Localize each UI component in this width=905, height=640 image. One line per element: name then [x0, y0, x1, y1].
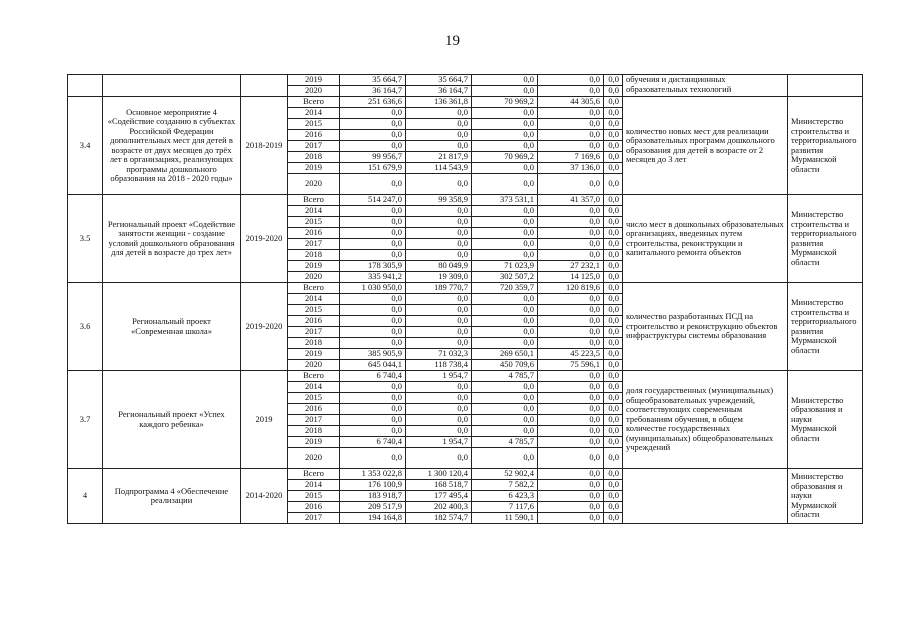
value-cell: 0,0	[472, 239, 538, 250]
executor-cell: Министерство образования и науки Мурманской области	[788, 469, 863, 524]
year-cell: 2019	[288, 437, 340, 448]
value-cell: 0,0	[604, 393, 623, 404]
year-cell: 2016	[288, 316, 340, 327]
year-cell: 2019	[288, 163, 340, 174]
section-number: 3.5	[68, 195, 103, 283]
value-cell: 45 223,5	[538, 349, 604, 360]
value-cell: 0,0	[472, 415, 538, 426]
section-period: 2019-2020	[241, 195, 288, 283]
year-cell: 2020	[288, 174, 340, 195]
value-cell: 36 164,7	[340, 86, 406, 97]
value-cell: 0,0	[472, 316, 538, 327]
value-cell: 0,0	[538, 141, 604, 152]
value-cell: 118 738,4	[406, 360, 472, 371]
year-cell: 2018	[288, 426, 340, 437]
value-cell: 0,0	[538, 426, 604, 437]
value-cell: 0,0	[604, 206, 623, 217]
value-cell: 251 636,6	[340, 97, 406, 108]
value-cell: 27 232,1	[538, 261, 604, 272]
value-cell: 6 740,4	[340, 371, 406, 382]
section-name: Основное мероприятие 4 «Содействие созданию в субъектах Российской Федерации дополнительных мест для детей в возрасте от двух месяцев до трёх лет в организациях, реализующих программы дошкольного образования на 2018 - 2020 годы»	[103, 97, 241, 195]
value-cell: 0,0	[406, 228, 472, 239]
value-cell: 99 358,9	[406, 195, 472, 206]
year-cell: Всего	[288, 283, 340, 294]
value-cell: 194 164,8	[340, 513, 406, 524]
value-cell: 0,0	[604, 338, 623, 349]
value-cell: 0,0	[340, 228, 406, 239]
value-cell: 0,0	[538, 327, 604, 338]
value-cell: 0,0	[406, 239, 472, 250]
value-cell: 0,0	[538, 469, 604, 480]
value-cell: 0,0	[472, 382, 538, 393]
value-cell: 0,0	[472, 404, 538, 415]
value-cell: 373 531,1	[472, 195, 538, 206]
value-cell: 0,0	[604, 250, 623, 261]
value-cell: 70 969,2	[472, 152, 538, 163]
year-cell: 2020	[288, 448, 340, 469]
value-cell: 182 574,7	[406, 513, 472, 524]
year-cell: 2020	[288, 360, 340, 371]
value-cell: 0,0	[340, 250, 406, 261]
executor-cell: Министерство строительства и территориального развития Мурманской области	[788, 195, 863, 283]
value-cell: 35 664,7	[340, 75, 406, 86]
value-cell: 0,0	[472, 327, 538, 338]
value-cell: 4 785,7	[472, 437, 538, 448]
value-cell: 0,0	[538, 491, 604, 502]
year-cell: 2015	[288, 305, 340, 316]
value-cell: 0,0	[604, 404, 623, 415]
value-cell: 645 044,1	[340, 360, 406, 371]
year-cell: 2018	[288, 152, 340, 163]
value-cell: 0,0	[604, 239, 623, 250]
value-cell: 0,0	[604, 513, 623, 524]
year-cell: 2020	[288, 272, 340, 283]
value-cell: 0,0	[472, 448, 538, 469]
value-cell: 0,0	[340, 174, 406, 195]
section-number: 4	[68, 469, 103, 524]
value-cell: 6 423,3	[472, 491, 538, 502]
value-cell: 0,0	[472, 217, 538, 228]
year-cell: 2014	[288, 108, 340, 119]
section-name: Региональный проект «Успех каждого ребенка»	[103, 371, 241, 469]
value-cell: 0,0	[472, 86, 538, 97]
section-name: Региональный проект «Содействие занятости женщин - создание условий дошкольного образования для детей в возрасте до трех лет»	[103, 195, 241, 283]
value-cell: 269 650,1	[472, 349, 538, 360]
value-cell: 0,0	[538, 338, 604, 349]
value-cell: 0,0	[538, 250, 604, 261]
value-cell: 0,0	[604, 119, 623, 130]
value-cell: 209 517,9	[340, 502, 406, 513]
value-cell: 189 770,7	[406, 283, 472, 294]
value-cell: 19 309,0	[406, 272, 472, 283]
value-cell: 0,0	[604, 415, 623, 426]
table-row	[68, 75, 863, 86]
value-cell: 0,0	[340, 448, 406, 469]
table-row	[68, 195, 863, 206]
value-cell: 0,0	[406, 382, 472, 393]
value-cell: 0,0	[472, 338, 538, 349]
value-cell: 44 305,6	[538, 97, 604, 108]
value-cell: 178 305,9	[340, 261, 406, 272]
table-row	[68, 371, 863, 382]
value-cell: 0,0	[604, 261, 623, 272]
section-number: 3.6	[68, 283, 103, 371]
indicator-cell: количество разработанных ПСД на строительство и реконструкцию объектов инфраструктуры системы образования	[623, 283, 788, 371]
value-cell: 0,0	[406, 404, 472, 415]
value-cell: 0,0	[538, 86, 604, 97]
indicator-cell: число мест в дошкольных образовательных организациях, введенных путем строительства, реконструкции и капитального ремонта объектов	[623, 195, 788, 283]
year-cell: 2019	[288, 75, 340, 86]
indicator-cell: количество новых мест для реализации образовательных программ дошкольного образования для детей в возрасте от 2 месяцев до 3 лет	[623, 97, 788, 195]
value-cell: 0,0	[406, 294, 472, 305]
value-cell: 0,0	[538, 316, 604, 327]
value-cell: 0,0	[538, 480, 604, 491]
value-cell: 0,0	[340, 217, 406, 228]
value-cell: 302 507,2	[472, 272, 538, 283]
value-cell: 37 136,0	[538, 163, 604, 174]
value-cell: 35 664,7	[406, 75, 472, 86]
value-cell: 7 117,6	[472, 502, 538, 513]
value-cell: 1 954,7	[406, 437, 472, 448]
value-cell: 0,0	[604, 130, 623, 141]
value-cell: 0,0	[538, 502, 604, 513]
value-cell: 0,0	[472, 393, 538, 404]
section-number: 3.4	[68, 97, 103, 195]
value-cell: 0,0	[340, 119, 406, 130]
value-cell: 0,0	[604, 217, 623, 228]
value-cell: 0,0	[406, 174, 472, 195]
value-cell: 0,0	[406, 206, 472, 217]
value-cell: 0,0	[406, 316, 472, 327]
year-cell: 2015	[288, 393, 340, 404]
value-cell: 0,0	[604, 163, 623, 174]
value-cell: 0,0	[472, 206, 538, 217]
value-cell: 0,0	[538, 108, 604, 119]
value-cell: 0,0	[538, 437, 604, 448]
value-cell: 1 353 022,8	[340, 469, 406, 480]
value-cell: 0,0	[604, 86, 623, 97]
value-cell: 136 361,8	[406, 97, 472, 108]
year-cell: 2018	[288, 250, 340, 261]
value-cell: 0,0	[340, 393, 406, 404]
year-cell: 2019	[288, 261, 340, 272]
year-cell: 2018	[288, 338, 340, 349]
value-cell: 6 740,4	[340, 437, 406, 448]
value-cell: 0,0	[538, 305, 604, 316]
year-cell: 2016	[288, 502, 340, 513]
value-cell: 71 032,3	[406, 349, 472, 360]
table-row	[68, 283, 863, 294]
year-cell: 2017	[288, 327, 340, 338]
year-cell: 2016	[288, 404, 340, 415]
value-cell: 0,0	[340, 141, 406, 152]
value-cell: 71 023,9	[472, 261, 538, 272]
year-cell: 2014	[288, 206, 340, 217]
year-cell: 2016	[288, 228, 340, 239]
value-cell: 450 709,6	[472, 360, 538, 371]
value-cell: 0,0	[340, 426, 406, 437]
value-cell: 0,0	[604, 97, 623, 108]
value-cell: 0,0	[538, 371, 604, 382]
value-cell: 0,0	[604, 491, 623, 502]
value-cell: 0,0	[604, 108, 623, 119]
value-cell: 0,0	[472, 141, 538, 152]
value-cell: 0,0	[340, 382, 406, 393]
value-cell: 0,0	[604, 272, 623, 283]
value-cell: 0,0	[406, 327, 472, 338]
value-cell: 177 495,4	[406, 491, 472, 502]
value-cell: 0,0	[538, 294, 604, 305]
value-cell: 14 125,0	[538, 272, 604, 283]
year-cell: 2014	[288, 480, 340, 491]
value-cell: 41 357,0	[538, 195, 604, 206]
value-cell: 0,0	[538, 513, 604, 524]
year-cell: 2015	[288, 217, 340, 228]
value-cell: 0,0	[538, 119, 604, 130]
value-cell: 1 954,7	[406, 371, 472, 382]
year-cell: Всего	[288, 469, 340, 480]
value-cell: 0,0	[472, 294, 538, 305]
value-cell: 0,0	[472, 426, 538, 437]
indicator-cell: обучения и дистанционных образовательных технологий	[623, 75, 788, 97]
executor-cell: Министерство строительства и территориального развития Мурманской области	[788, 97, 863, 195]
value-cell: 0,0	[406, 305, 472, 316]
year-cell: 2014	[288, 294, 340, 305]
value-cell: 0,0	[406, 448, 472, 469]
executor-cell: Министерство образования и науки Мурманской области	[788, 371, 863, 469]
value-cell: 0,0	[604, 437, 623, 448]
value-cell: 0,0	[406, 338, 472, 349]
year-cell: 2020	[288, 86, 340, 97]
section-period: 2019-2020	[241, 283, 288, 371]
value-cell: 385 905,9	[340, 349, 406, 360]
value-cell: 0,0	[472, 130, 538, 141]
value-cell: 0,0	[538, 75, 604, 86]
value-cell: 0,0	[538, 415, 604, 426]
budget-table	[67, 74, 863, 524]
year-cell: 2017	[288, 513, 340, 524]
value-cell: 0,0	[604, 174, 623, 195]
value-cell: 21 817,9	[406, 152, 472, 163]
value-cell: 0,0	[604, 75, 623, 86]
value-cell: 0,0	[604, 371, 623, 382]
value-cell: 0,0	[472, 174, 538, 195]
value-cell: 0,0	[406, 130, 472, 141]
value-cell: 75 596,1	[538, 360, 604, 371]
value-cell: 0,0	[604, 327, 623, 338]
num-cell	[68, 75, 103, 97]
value-cell: 0,0	[538, 239, 604, 250]
value-cell: 0,0	[340, 294, 406, 305]
value-cell: 0,0	[538, 174, 604, 195]
year-cell: Всего	[288, 97, 340, 108]
value-cell: 0,0	[604, 382, 623, 393]
value-cell: 0,0	[604, 294, 623, 305]
value-cell: 7 169,6	[538, 152, 604, 163]
value-cell: 202 400,3	[406, 502, 472, 513]
year-cell: 2015	[288, 491, 340, 502]
value-cell: 1 030 950,0	[340, 283, 406, 294]
value-cell: 0,0	[406, 393, 472, 404]
value-cell: 0,0	[406, 217, 472, 228]
table-row	[68, 469, 863, 480]
indicator-cell: доля государственных (муниципальных) общеобразовательных учреждений, соответствующих современным требованиям обучения, в общем количестве государственных (муниципальных) общеобразовательных учреждений	[623, 371, 788, 469]
value-cell: 1 300 120,4	[406, 469, 472, 480]
year-cell: 2015	[288, 119, 340, 130]
year-cell: 2017	[288, 141, 340, 152]
value-cell: 36 164,7	[406, 86, 472, 97]
value-cell: 0,0	[406, 415, 472, 426]
value-cell: 0,0	[472, 75, 538, 86]
value-cell: 0,0	[604, 283, 623, 294]
page-number: 19	[445, 33, 460, 49]
year-cell: 2016	[288, 130, 340, 141]
value-cell: 0,0	[406, 141, 472, 152]
value-cell: 99 956,7	[340, 152, 406, 163]
value-cell: 0,0	[538, 206, 604, 217]
year-cell: 2014	[288, 382, 340, 393]
value-cell: 0,0	[538, 228, 604, 239]
section-period: 2018-2019	[241, 97, 288, 195]
value-cell: 0,0	[406, 426, 472, 437]
year-cell: 2019	[288, 349, 340, 360]
value-cell: 514 247,0	[340, 195, 406, 206]
value-cell: 0,0	[538, 448, 604, 469]
value-cell: 151 679,9	[340, 163, 406, 174]
value-cell: 0,0	[472, 250, 538, 261]
value-cell: 114 543,9	[406, 163, 472, 174]
value-cell: 0,0	[604, 152, 623, 163]
value-cell: 0,0	[538, 393, 604, 404]
value-cell: 183 918,7	[340, 491, 406, 502]
table-row	[68, 97, 863, 108]
value-cell: 0,0	[406, 119, 472, 130]
value-cell: 0,0	[604, 469, 623, 480]
value-cell: 0,0	[472, 119, 538, 130]
value-cell: 176 100,9	[340, 480, 406, 491]
value-cell: 0,0	[340, 327, 406, 338]
value-cell: 0,0	[340, 108, 406, 119]
value-cell: 0,0	[340, 404, 406, 415]
value-cell: 0,0	[538, 130, 604, 141]
value-cell: 0,0	[340, 415, 406, 426]
section-number: 3.7	[68, 371, 103, 469]
section-name: Подпрограмма 4 «Обеспечение реализации	[103, 469, 241, 524]
value-cell: 0,0	[472, 228, 538, 239]
value-cell: 52 902,4	[472, 469, 538, 480]
section-period: 2019	[241, 371, 288, 469]
indicator-cell	[623, 469, 788, 524]
value-cell: 70 969,2	[472, 97, 538, 108]
year-cell: 2017	[288, 415, 340, 426]
value-cell: 0,0	[340, 130, 406, 141]
value-cell: 335 941,2	[340, 272, 406, 283]
year-cell: Всего	[288, 371, 340, 382]
value-cell: 80 049,9	[406, 261, 472, 272]
value-cell: 0,0	[472, 108, 538, 119]
value-cell: 0,0	[538, 404, 604, 415]
value-cell: 0,0	[406, 250, 472, 261]
value-cell: 0,0	[604, 228, 623, 239]
value-cell: 0,0	[604, 480, 623, 491]
value-cell: 0,0	[604, 316, 623, 327]
value-cell: 11 590,1	[472, 513, 538, 524]
value-cell: 0,0	[340, 239, 406, 250]
value-cell: 0,0	[604, 448, 623, 469]
value-cell: 4 785,7	[472, 371, 538, 382]
value-cell: 0,0	[604, 195, 623, 206]
value-cell: 0,0	[538, 382, 604, 393]
value-cell: 0,0	[340, 305, 406, 316]
value-cell: 0,0	[406, 108, 472, 119]
name-cell	[103, 75, 241, 97]
period-cell	[241, 75, 288, 97]
value-cell: 0,0	[604, 349, 623, 360]
value-cell: 0,0	[340, 316, 406, 327]
section-period: 2014-2020	[241, 469, 288, 524]
value-cell: 0,0	[604, 426, 623, 437]
value-cell: 0,0	[472, 305, 538, 316]
value-cell: 0,0	[604, 502, 623, 513]
value-cell: 7 582,2	[472, 480, 538, 491]
executor-cell: Министерство строительства и территориального развития Мурманской области	[788, 283, 863, 371]
value-cell: 0,0	[604, 141, 623, 152]
section-name: Региональный проект «Современная школа»	[103, 283, 241, 371]
year-cell: Всего	[288, 195, 340, 206]
year-cell: 2017	[288, 239, 340, 250]
value-cell: 0,0	[538, 217, 604, 228]
value-cell: 0,0	[472, 163, 538, 174]
value-cell: 0,0	[604, 305, 623, 316]
value-cell: 168 518,7	[406, 480, 472, 491]
executor-cell	[788, 75, 863, 97]
value-cell: 0,0	[340, 206, 406, 217]
value-cell: 720 359,7	[472, 283, 538, 294]
value-cell: 0,0	[604, 360, 623, 371]
value-cell: 0,0	[340, 338, 406, 349]
value-cell: 120 819,6	[538, 283, 604, 294]
